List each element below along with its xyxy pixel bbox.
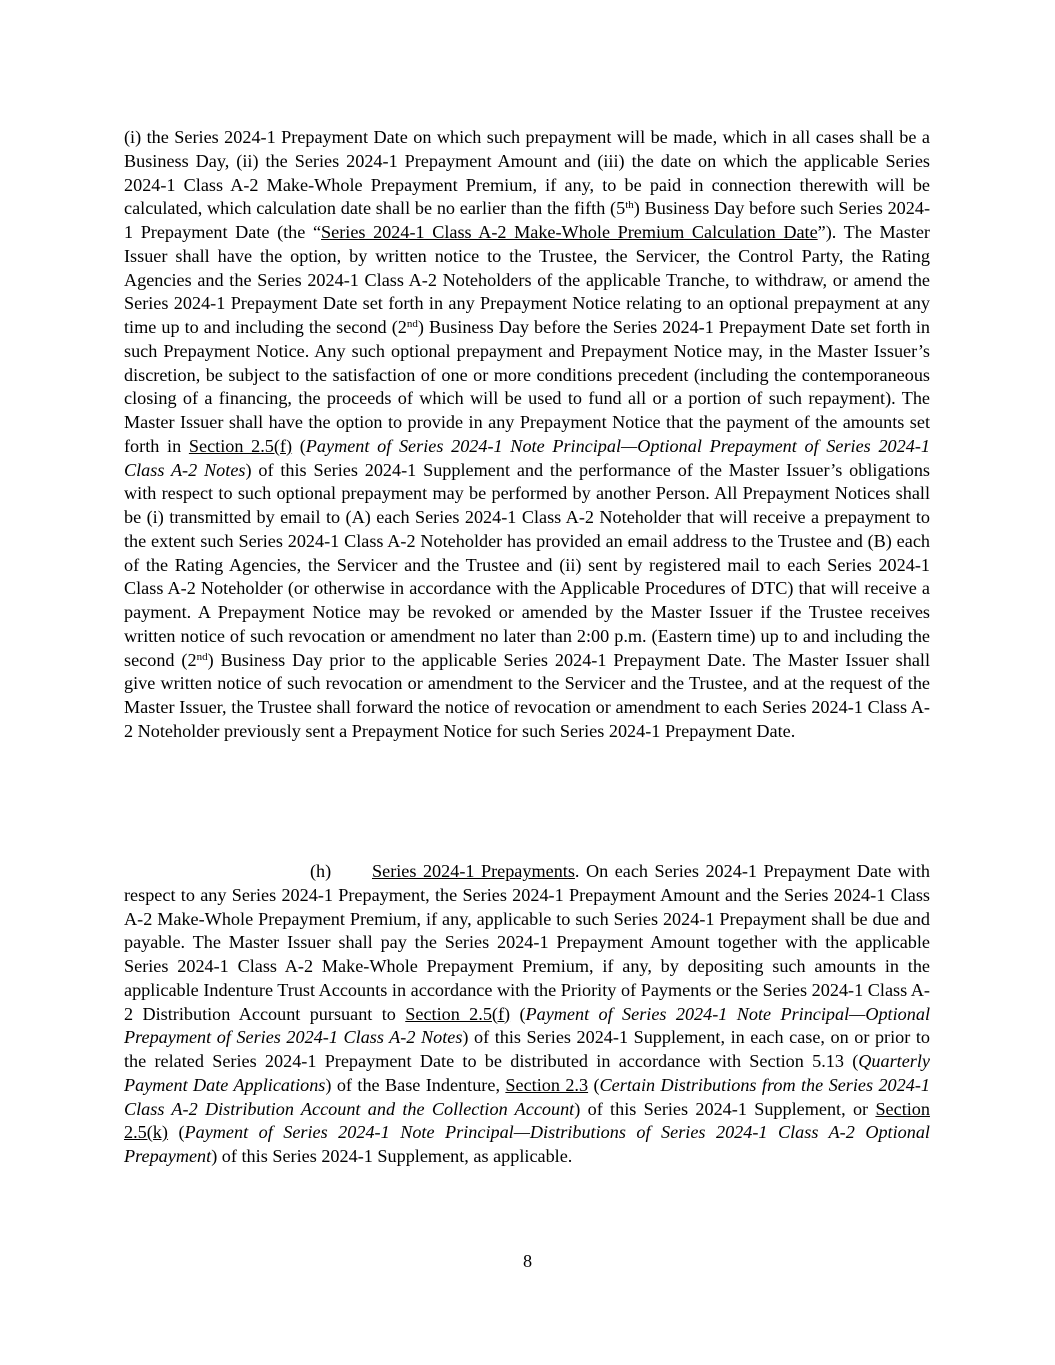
text-run: (i) the Series 2024-1 Prepayment Date on which such prepayment will be made, which in all cases shall be a Business Day, (ii) the Series 2024-1 Prepayment Amount and (iii) the date on which the applicable Series 2024-1 Class A-2 Make-Whole Prepayment Premium, if any, to be paid in connection therewith will be calculated, which calculation date shall be no earlier than the fifth (5 [124,127,930,219]
section-title-italic: Payment of Series 2024-1 Note Principal—Optional Prepayment of Series 2024-1 Class A-2 Notes [124,435,930,480]
page-number: 8 [522,1251,533,1271]
text-run: ) Business Day before such Series 2024-1 Prepayment Date (the “ [124,198,931,242]
paragraph-prepayment-notice [124,126,930,744]
section-reference: Section 2.5(f) [188,435,293,456]
text-run: ) of this Series 2024-1 Supplement and the performance of the Master Issuer’s obligations with respect to such optional prepayment may be performed by another Person. All Prepayment Notices shall be (i) transmitted by email to (A) each Series 2024-1 Class A-2 Noteholder that will receive a prepayment to the extent such Series 2024-1 Class A-2 Noteholder has provided an email address to the Trustee and (B) each of the Rating Agencies, the Servicer and the Trustee and (ii) sent by registered mail to each Series 2024-1 Class A-2 Noteholder (or otherwise in accordance with the Applicable Procedures of DTC) that will receive a payment. A Prepayment Notice may be revoked or amended by the Master Issuer if the Trustee receives written notice of such revocation or amendment no later than 2:00 p.m. (Eastern time) up to and including the second (2 [124,459,930,670]
section-reference: Section 2.5(k) [124,1098,930,1143]
section-reference: Section 2.3 [505,1074,589,1095]
paragraph-h-prepayments [124,860,930,1169]
superscript: th [625,199,634,212]
superscript: nd [196,650,208,663]
text-run: ) of this Series 2024-1 Supplement, in each case, on or prior to the related Series 2024-1 Prepayment Date to be distributed in accordance with Section 5.13 ( [124,1027,930,1071]
text-run: ( [167,1122,185,1143]
text-run: . On each Series 2024-1 Prepayment Date with respect to any Series 2024-1 Prepayment, the Series 2024-1 Prepayment Amount and the Series 2024-1 Class A-2 Make-Whole Prepayment Premium, if any, applicable to such Series 2024-1 Prepayment shall be due and payable. The Master Issuer shall pay the Series 2024-1 Prepayment Amount together with the applicable Series 2024-1 Class A-2 Make-Whole Prepayment Premium, if any, by depositing such amounts in the applicable Indenture Trust Accounts in accordance with the Priority of Payments or the Series 2024-1 Class A-2 Distribution Account pursuant to [124,861,930,1024]
text-run: ”). The Master Issuer shall have the option, by written notice to the Trustee, the Servicer, the Control Party, the Rating Agencies and the Series 2024-1 Class A-2 Noteholders of the applicable Tranche, to withdraw, or amend the Series 2024-1 Prepayment Date set forth in any Prepayment Notice relating to an optional prepayment at any time up to and including the second (2 [124,222,930,337]
text-run: ) of this Series 2024-1 Supplement, or [574,1098,876,1119]
text-run: ) Business Day prior to the applicable Series 2024-1 Prepayment Date. The Master Issuer shall give written notice of such revocation or amendment to the Servicer and the Trustee, and at the request of the Master Issuer, the Trustee shall forward the notice of revocation or amendment to each Series 2024-1 Class A-2 Noteholder previously sent a Prepayment Notice for such Series 2024-1 Prepayment Date. [124,649,931,741]
defined-term: Series 2024-1 Class A-2 Make-Whole Premium Calculation Date [321,222,818,242]
text-run: ) of this Series 2024-1 Supplement, as applicable. [211,1146,573,1166]
clause-marker: (h) [310,861,332,881]
clause-heading: Series 2024-1 Prepayments [372,861,575,881]
section-reference: Section 2.5(f) [405,1003,511,1024]
section-title-italic: Payment of Series 2024-1 Note Principal—Optional Prepayment of Series 2024-1 Class A-2 Notes [124,1003,930,1048]
section-title-italic: Quarterly Payment Date Applications [124,1051,930,1095]
text-run: ( [588,1074,600,1095]
section-title-italic: Payment of Series 2024-1 Note Principal—Distributions of Series 2024-1 Class A-2 Optional Prepayment [124,1122,930,1166]
text-run: ) Business Day before the Series 2024-1 Prepayment Date set forth in such Prepayment Notice. Any such optional prepayment and Prepayment Notice may, in the Master Issuer’s discretion, be subject to the satisfaction of one or more conditions precedent (including the contemporaneous closing of a financing, the proceeds of which will be used to fund all or a portion of such repayment). The Master Issuer shall have the option to provide in any Prepayment Notice that the payment of the amounts set forth in [124,317,930,456]
section-title-italic: Certain Distributions from the Series 2024-1 Class A-2 Distribution Account and the Collection Account [124,1074,930,1119]
text-run: ( [510,1003,526,1024]
text-run: ( [292,435,306,456]
superscript: nd [406,318,418,330]
text-run: ) of the Base Indenture, [325,1074,506,1095]
